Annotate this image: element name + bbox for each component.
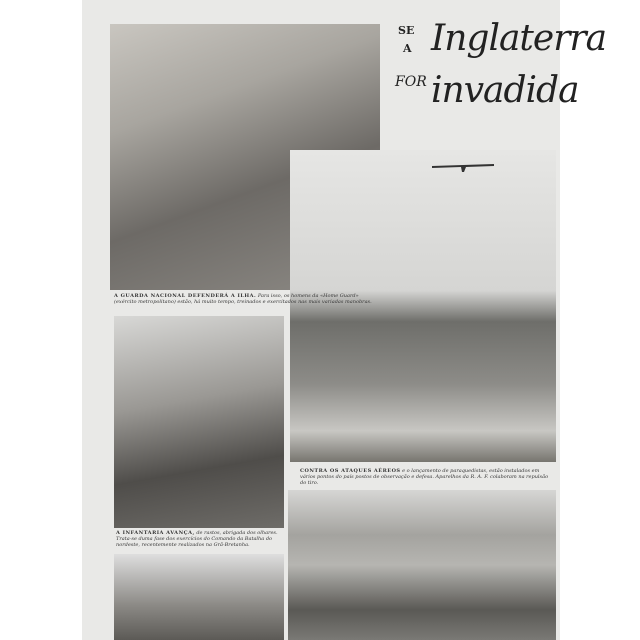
- caption-air-attacks: [300, 468, 550, 486]
- caption-text: e o lançamento de paraquedistas, estão instalados em vários pontos do país postos de observação e defesa. Aparelhos da R. A. F. colaboram na repulsão do tiro.: [300, 468, 549, 486]
- caption-home-guard: [114, 293, 376, 305]
- headline: [395, 18, 607, 138]
- caption-lead: A GUARDA NACIONAL DEFENDERÁ A ILHA.: [114, 293, 257, 299]
- headline-invadida: invadida: [431, 70, 579, 111]
- photo-soldier-goggles: [114, 554, 284, 640]
- photo-infantry-advancing: [114, 316, 284, 528]
- headline-for: FOR: [395, 74, 427, 90]
- airplane-icon: [430, 160, 496, 176]
- headline-a: A: [403, 42, 412, 55]
- caption-text: Para isso, os homens da «Home Guard» (exército metropolitano) estão, há muito tempo, treinados e exercitados nas mais variadas manobras.: [114, 293, 372, 305]
- caption-lead: A INFANTARIA AVANÇA,: [116, 530, 195, 536]
- caption-text: de rastos, abrigada dos olhares. Trata-se duma fase dos exercícios do Comando da Batalha do nordeste, recentemente realizados na Grã-Bretanha.: [116, 530, 278, 548]
- caption-lead: CONTRA OS ATAQUES AÉREOS: [300, 468, 401, 474]
- headline-se: SE: [398, 24, 415, 37]
- headline-inglaterra: Inglaterra: [431, 18, 607, 59]
- photo-river-boats: [288, 490, 556, 640]
- photo-anti-aircraft-field: [290, 150, 556, 462]
- caption-infantry: [116, 530, 284, 548]
